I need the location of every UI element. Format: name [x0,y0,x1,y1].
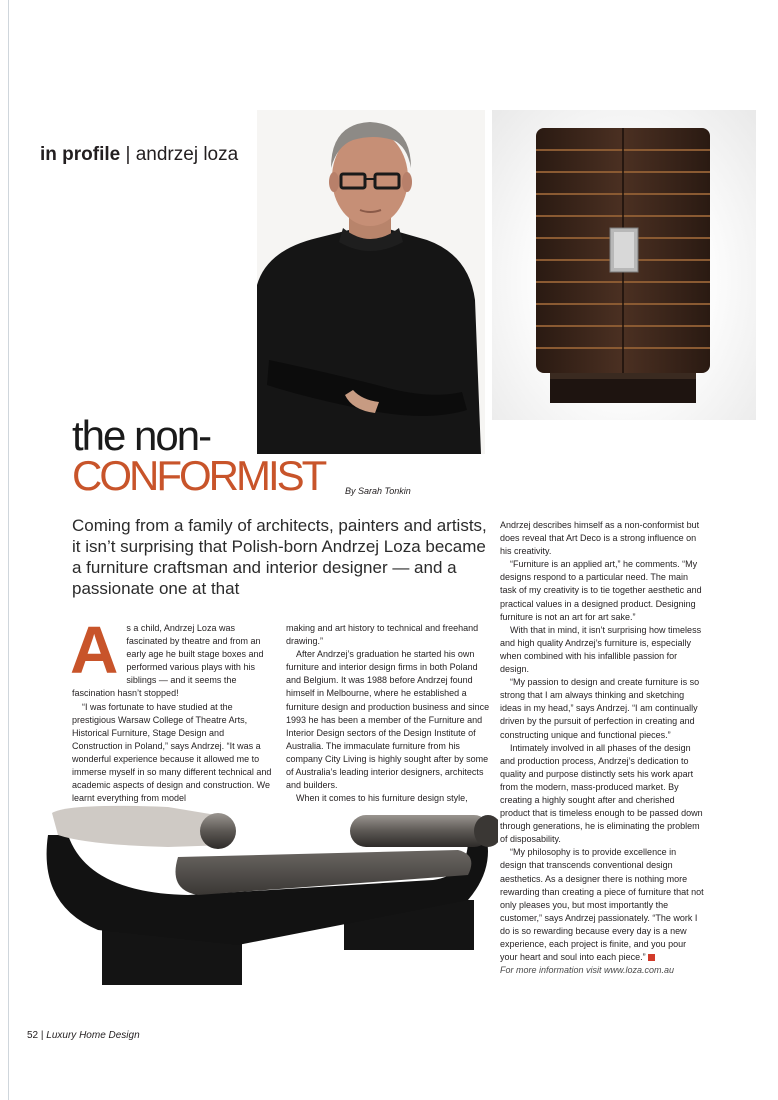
paragraph-text: s a child, Andrzej Loza was fascinated by theatre and from an early age he built stage boxes and performed various plays with his siblings — and it seems the fascination hasn’t stopped! [72,623,264,699]
body-paragraph: “I was fortunate to have studied at the prestigious Warsaw College of Theatre Arts, Historical Furniture, Stage Design and Construction in Poland,” says Andrzej. “It was a wonderful experience because it allowed me to immerse myself in so many different technical and academic aspects of design and construction. We learnt everything from model [72,701,272,804]
portrait-photo [257,110,485,454]
body-paragraph: When it comes to his furniture design style, [296,793,468,804]
daybed-photo [28,795,498,1000]
section-label-name: andrzej loza [135,144,239,165]
footer-separator: | [38,1030,47,1041]
page-footer [27,1030,140,1041]
headline-line-1: the non- [72,412,211,459]
body-paragraph: “Furniture is an applied art,” he comments. “My designs respond to a particular need. The main task of my creativity is to tie together aesthetic and practical values in a designed product. Designing furniture is not an art for art sake.” [500,559,702,622]
section-label-bold: in profile [40,144,121,165]
drop-cap: A [70,613,119,688]
paragraph-text: “My philosophy is to provide excellence in design that transcends conventional design aesthetics. As a designer there is nothing more rewarding than creating a piece of furniture that not only pleases you, but most importantly the customer,” says Andrzej passionately. “The work I do is so rewarding because every day is a new experience, each project is finite, and you pour your heart and soul into each piece.” [500,847,704,963]
section-label [40,144,238,166]
body-column-3 [500,519,705,977]
end-mark-icon [648,954,655,961]
body-paragraph: With that in mind, it isn’t surprising how timeless and high quality Andrzej’s furniture is, especially when combined with his infallible passion for design. [500,624,702,675]
body-paragraph: Andrzej describes himself as a non-conformist but does reveal that Art Deco is a strong influence on his creativity. [500,520,700,557]
more-info-link: For more information visit www.loza.com.au [500,965,675,976]
portrait-illustration [257,110,485,454]
daybed-illustration [28,795,498,1000]
body-paragraph: After Andrzej’s graduation he started his own furniture and interior design firms in both Poland and Belgium. It was 1988 before Andrzej found himself in Melbourne, where he established a furniture design and production business and since 1993 he has been a member of the Furniture and Interior Design sectors of the Design Institute of Australia. The immaculate furniture from his company City Living is highly sought after by some of Australia’s leading interior designers, architects and builders. [286,649,490,791]
body-paragraph: “My passion to design and create furniture is so strong that I am always thinking and sketching ideas in my head,” says Andrzej. “I am continually driven by the pursuit of perfection in creating and constructing unique and functional pieces.” [500,677,700,740]
cabinet-photo [492,110,756,420]
cabinet-illustration [492,110,756,420]
page-number: 52 [27,1030,39,1041]
body-column-2 [286,622,491,805]
body-column-1 [70,613,277,805]
section-separator: | [120,144,136,165]
body-paragraph: making and art history to technical and freehand drawing.” [286,623,479,647]
standfirst: Coming from a family of architects, painters and artists, it isn’t surprising that Polish-born Andrzej Loza became a furniture craftsman and interior designer — and a passionate one at that [72,516,487,598]
headline-line-2: CONFORMIST [72,452,325,499]
magazine-name: Luxury Home Design [46,1030,140,1041]
page-edge-line [8,0,9,1100]
body-paragraph-final [500,846,705,964]
byline: By Sarah Tonkin [345,486,411,496]
body-paragraph [70,613,277,701]
body-paragraph: Intimately involved in all phases of the design and production process, Andrzej’s dedication to quality and purpose distinctly sets his work apart from the modern, mass-produced market. By creating a highly sought after and cherished product that is timeless enough to be passed down through generations, he is eliminating the problem of disposability. [500,742,703,845]
